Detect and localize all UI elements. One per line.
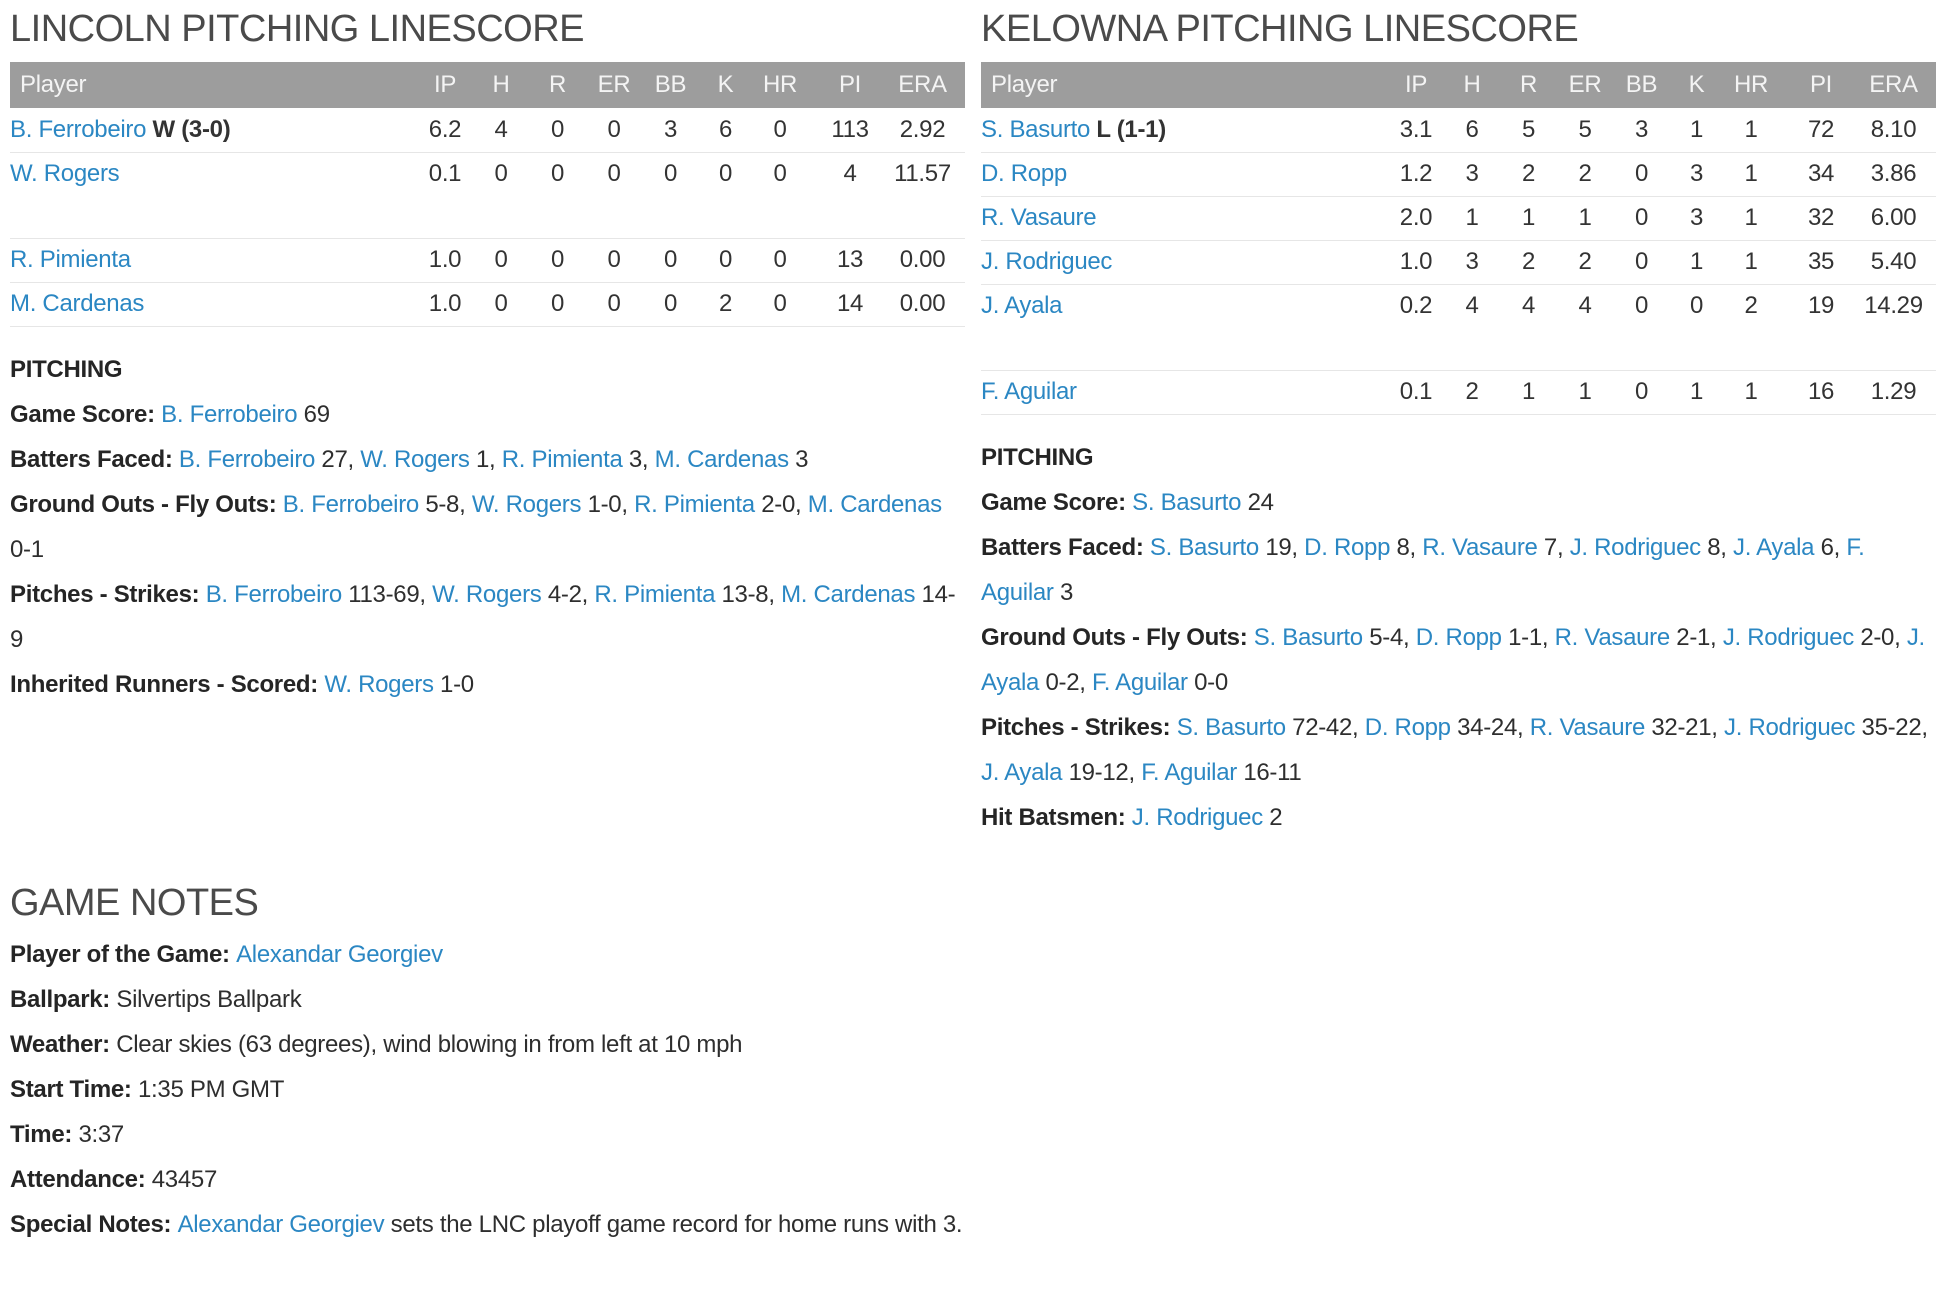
note-line (981, 525, 1936, 615)
stat-cell: 0 (473, 282, 529, 326)
player-link[interactable]: J. Rodriguec (1131, 803, 1263, 831)
pitcher-decision: L (1-1) (1090, 115, 1166, 143)
note-text: 1-1, (1501, 623, 1555, 651)
player-link[interactable]: R. Pimienta (634, 490, 755, 518)
empty-cell (981, 328, 1936, 370)
note-text: 3 (788, 445, 809, 473)
note-text: 13-8, (715, 580, 782, 608)
stat-cell: 8.10 (1863, 108, 1936, 152)
pitching-notes-heading: PITCHING (981, 443, 1094, 471)
note-text: 43457 (151, 1165, 217, 1193)
pitcher-row (10, 238, 965, 282)
player-link[interactable]: S. Basurto (1132, 488, 1242, 516)
stat-cell: 0 (586, 282, 642, 326)
stat-cell: 1.2 (1388, 152, 1444, 196)
note-label: Game Score: (981, 488, 1133, 516)
game-notes-list (10, 932, 1936, 1247)
game-notes-title: GAME NOTES (10, 881, 259, 924)
linescore-columns (10, 6, 1936, 840)
note-label: Start Time: (10, 1075, 138, 1103)
stat-cell: 0 (1689, 292, 1704, 320)
player-link[interactable]: S. Basurto (981, 115, 1091, 143)
player-link[interactable]: R. Pimienta (10, 246, 131, 273)
column-header-r: R (1500, 62, 1557, 108)
player-link[interactable]: D. Ropp (1415, 623, 1502, 651)
player-link[interactable]: B. Ferrobeiro (10, 115, 147, 143)
note-label: Weather: (10, 1030, 117, 1058)
note-text: 19, (1258, 533, 1305, 561)
column-header-pi: PI (808, 62, 892, 108)
stat-cell: 35 (1779, 240, 1863, 284)
note-label: Ground Outs - Fly Outs: (10, 490, 283, 518)
note-label: Batters Faced: (10, 445, 179, 473)
note-text: 19-12, (1062, 758, 1142, 786)
player-link[interactable]: W. Rogers (432, 580, 542, 608)
stat-cell: 0 (773, 160, 787, 188)
player-link[interactable]: M. Cardenas (781, 580, 916, 608)
player-link[interactable]: R. Vasaure (1529, 713, 1646, 741)
note-text: 5-4, (1362, 623, 1416, 651)
stat-cell: 2 (1557, 240, 1613, 284)
stat-cell: 3.86 (1863, 152, 1936, 196)
stat-cell: 1 (1723, 196, 1779, 240)
stat-cell: 0 (1613, 240, 1670, 284)
player-link[interactable]: Alexandar Georgiev (177, 1210, 385, 1238)
stat-cell: 0 (752, 282, 808, 326)
empty-cell (10, 196, 965, 238)
table-header-row (10, 62, 965, 108)
column-header-h: H (1444, 62, 1500, 108)
stat-cell: 0.00 (892, 238, 965, 282)
stat-cell: 4 (843, 160, 857, 188)
stat-cell: 2.0 (1388, 196, 1444, 240)
stat-cell: 13 (808, 238, 892, 282)
player-link[interactable]: R. Vasaure (1422, 533, 1538, 561)
note-text: Silvertips Ballpark (116, 985, 302, 1013)
player-link[interactable]: J. Ayala (981, 623, 1925, 696)
note-text: 3:37 (78, 1120, 124, 1148)
stat-cell: 1 (1670, 108, 1723, 152)
note-label: Player of the Game: (10, 940, 237, 968)
section-title: KELOWNA PITCHING LINESCORE (981, 8, 1579, 50)
table-body (981, 108, 1936, 414)
note-text: 6, (1814, 533, 1847, 561)
column-header-bb: BB (1613, 62, 1670, 108)
note-text: 3, (622, 445, 655, 473)
note-line (10, 437, 965, 482)
note-text: 1-0, (581, 490, 635, 518)
stat-cell: 6.2 (417, 108, 473, 152)
pitcher-row (981, 108, 1936, 152)
player-link[interactable]: M. Cardenas (807, 490, 942, 518)
section-title: LINCOLN PITCHING LINESCORE (10, 8, 584, 50)
note-text: 34-24, (1450, 713, 1530, 741)
note-label: Batters Faced: (981, 533, 1150, 561)
table-body (10, 108, 965, 326)
stat-cell: 0 (663, 160, 678, 188)
player-link[interactable]: J. Ayala (981, 758, 1063, 786)
stat-cell: 0 (718, 160, 733, 188)
column-header-r: R (529, 62, 586, 108)
note-label: Pitches - Strikes: (10, 580, 206, 608)
stat-cell: 2 (1500, 240, 1557, 284)
stat-cell: 6 (1444, 108, 1500, 152)
player-cell (10, 152, 417, 196)
column-header-era: ERA (892, 62, 965, 108)
note-text: sets the LNC playoff game record for home runs with 3. (384, 1210, 963, 1238)
stat-cell: 3 (1670, 152, 1723, 196)
note-line (10, 482, 965, 572)
stat-cell: 0 (1613, 196, 1670, 240)
stat-cell: 6 (699, 108, 752, 152)
stat-cell: 5 (1557, 108, 1613, 152)
column-header-h: H (473, 62, 529, 108)
column-header-player: Player (981, 62, 1388, 108)
stat-cell: 3 (642, 108, 699, 152)
stat-cell: 0 (550, 160, 565, 188)
table-header-row (981, 62, 1936, 108)
player-cell (981, 370, 1388, 414)
note-label: Special Notes: (10, 1210, 178, 1238)
stat-cell: 32 (1779, 196, 1863, 240)
stat-cell: 0 (586, 108, 642, 152)
stat-cell: 0 (642, 238, 699, 282)
column-header-er: ER (1557, 62, 1613, 108)
stat-cell: 1 (1500, 370, 1557, 414)
stat-cell: 0 (642, 282, 699, 326)
note-text: 24 (1241, 488, 1274, 516)
stat-cell: 1 (1500, 196, 1557, 240)
note-text: 14-9 (10, 580, 956, 653)
table-header (981, 62, 1936, 108)
column-header-hr: HR (752, 62, 808, 108)
pitcher-row (981, 284, 1936, 328)
stat-cell: 113 (808, 108, 892, 152)
pitching-notes-list (10, 392, 965, 707)
stat-cell: 1.0 (417, 282, 473, 326)
player-link[interactable]: W. Rogers (471, 490, 582, 518)
stat-cell: 0.00 (892, 282, 965, 326)
note-text: 1:35 PM GMT (138, 1075, 285, 1103)
player-cell (10, 108, 417, 152)
column-header-er: ER (586, 62, 642, 108)
player-link[interactable]: W. Rogers (10, 160, 120, 188)
note-text: 4-2, (541, 580, 595, 608)
stat-cell: 4 (1465, 292, 1479, 320)
player-link[interactable]: B. Ferrobeiro (178, 445, 316, 473)
note-label: Game Score: (10, 400, 162, 428)
stat-cell: 3.1 (1388, 108, 1444, 152)
player-cell (981, 240, 1388, 284)
column-header-bb: BB (642, 62, 699, 108)
note-label: Ballpark: (10, 985, 117, 1013)
stat-cell: 4 (1578, 292, 1592, 320)
player-cell (981, 152, 1388, 196)
player-link[interactable]: F. Aguilar (1141, 758, 1237, 786)
player-link[interactable]: R. Pimienta (594, 580, 716, 608)
stat-cell: 0 (1613, 370, 1670, 414)
player-link[interactable]: J. Ayala (1733, 533, 1815, 561)
note-label: Hit Batsmen: (981, 803, 1132, 831)
note-label: Attendance: (10, 1165, 152, 1193)
pitcher-row (981, 370, 1936, 414)
stat-cell: 14 (808, 282, 892, 326)
note-text: 69 (297, 400, 330, 428)
stat-cell: 19 (1807, 292, 1835, 320)
player-link[interactable]: R. Vasaure (981, 204, 1097, 231)
note-text: 1-0 (433, 670, 474, 698)
column-header-k: K (699, 62, 752, 108)
note-text: 2-0, (754, 490, 808, 518)
note-text: 2-0, (1853, 623, 1907, 651)
stat-cell: 0 (529, 238, 586, 282)
stat-cell: 1.0 (1388, 240, 1444, 284)
note-text: 32-21, (1645, 713, 1725, 741)
stat-cell: 2 (1444, 370, 1500, 414)
stat-cell: 0 (494, 160, 508, 188)
stat-cell: 0 (752, 238, 808, 282)
player-link[interactable]: F. Aguilar (981, 533, 1865, 606)
note-line (10, 1022, 1936, 1067)
column-header-player: Player (10, 62, 417, 108)
stat-cell: 1 (1670, 240, 1723, 284)
note-text: 113-69, (341, 580, 433, 608)
stat-cell: 5 (1500, 108, 1557, 152)
pitching-table (981, 62, 1936, 415)
player-link[interactable]: M. Cardenas (654, 445, 789, 473)
column-header-hr: HR (1723, 62, 1779, 108)
note-text: 72-42, (1285, 713, 1365, 741)
stat-cell: 1.0 (417, 238, 473, 282)
player-link[interactable]: J. Rodriguec (1569, 533, 1701, 561)
player-cell (10, 238, 417, 282)
stat-cell: 3 (1444, 152, 1500, 196)
note-line (981, 480, 1936, 525)
pitcher-row (10, 282, 965, 326)
stat-cell: 0 (529, 282, 586, 326)
empty-row (10, 196, 965, 238)
note-label: Ground Outs - Fly Outs: (981, 623, 1254, 651)
stat-cell: 1.29 (1863, 370, 1936, 414)
player-link[interactable]: J. Rodriguec (1724, 713, 1856, 741)
player-link[interactable]: Alexandar Georgiev (236, 940, 443, 968)
column-header-ip: IP (417, 62, 473, 108)
note-line (10, 572, 965, 662)
note-text: 16-11 (1236, 758, 1302, 786)
note-label: Pitches - Strikes: (981, 713, 1177, 741)
stat-cell: 0 (699, 238, 752, 282)
note-text: 8, (1700, 533, 1734, 561)
stat-cell: 1 (1723, 152, 1779, 196)
player-link[interactable]: J. Rodriguec (981, 248, 1113, 275)
pitching-notes (10, 347, 965, 707)
note-text: 2-1, (1669, 623, 1723, 651)
lincoln-pitching-linescore-section (10, 6, 965, 707)
pitching-notes-heading: PITCHING (10, 355, 123, 383)
pitcher-row (10, 108, 965, 152)
player-cell (981, 284, 1388, 328)
stat-cell: 0.1 (1388, 370, 1444, 414)
stat-cell: 2 (1500, 152, 1557, 196)
player-link[interactable]: B. Ferrobeiro (205, 580, 342, 608)
pitching-notes (981, 435, 1936, 840)
note-line (10, 932, 1936, 977)
pitcher-row (981, 240, 1936, 284)
note-text: 0-0 (1187, 668, 1228, 696)
note-line (10, 1157, 1936, 1202)
stat-cell: 1 (1670, 370, 1723, 414)
player-link[interactable]: D. Ropp (1304, 533, 1391, 561)
player-link[interactable]: M. Cardenas (10, 290, 145, 317)
column-header-pi: PI (1779, 62, 1863, 108)
note-label: Inherited Runners - Scored: (10, 670, 325, 698)
note-line (981, 705, 1936, 795)
stat-cell: 34 (1779, 152, 1863, 196)
kelowna-pitching-linescore-section (981, 6, 1936, 840)
column-header-ip: IP (1388, 62, 1444, 108)
player-cell (981, 196, 1388, 240)
player-link[interactable]: F. Aguilar (1092, 668, 1188, 696)
player-link[interactable]: S. Basurto (1149, 533, 1259, 561)
stat-cell: 4 (473, 108, 529, 152)
player-link[interactable]: J. Ayala (981, 292, 1063, 320)
player-cell (10, 282, 417, 326)
stat-cell: 0 (529, 108, 586, 152)
stat-cell: 16 (1779, 370, 1863, 414)
note-line (10, 392, 965, 437)
note-text: 2 (1262, 803, 1283, 831)
player-link[interactable]: S. Basurto (1176, 713, 1286, 741)
note-line (10, 1112, 1936, 1157)
player-link[interactable]: F. Aguilar (981, 378, 1077, 405)
stat-cell: 3 (1444, 240, 1500, 284)
stat-cell: 72 (1779, 108, 1863, 152)
player-link[interactable]: D. Ropp (1364, 713, 1451, 741)
note-line (10, 1067, 1936, 1112)
note-text: 35-22, (1855, 713, 1928, 741)
pitcher-decision: W (3-0) (146, 115, 231, 143)
note-text: 1, (469, 445, 502, 473)
player-cell (981, 108, 1388, 152)
stat-cell: 1 (1557, 370, 1613, 414)
pitcher-row (981, 196, 1936, 240)
stat-cell: 0 (1634, 292, 1649, 320)
stat-cell: 2 (1744, 292, 1758, 320)
stat-cell: 2.92 (892, 108, 965, 152)
player-link[interactable]: R. Pimienta (501, 445, 623, 473)
note-line (10, 977, 1936, 1022)
stat-cell: 0 (1613, 152, 1670, 196)
player-link[interactable]: R. Vasaure (1554, 623, 1670, 651)
note-text: 7, (1537, 533, 1570, 561)
player-link[interactable]: J. Rodriguec (1722, 623, 1854, 651)
note-line (981, 615, 1936, 705)
stat-cell: 3 (1670, 196, 1723, 240)
note-text: 3 (1053, 578, 1074, 606)
pitching-table (10, 62, 965, 327)
player-link[interactable]: S. Basurto (1253, 623, 1363, 651)
game-notes-section (10, 880, 1936, 1247)
note-text: Clear skies (63 degrees), wind blowing in from left at 10 mph (116, 1030, 743, 1058)
note-line (10, 662, 965, 707)
stat-cell: 6.00 (1863, 196, 1936, 240)
pitcher-row (981, 152, 1936, 196)
player-link[interactable]: B. Ferrobeiro (282, 490, 419, 518)
note-line (10, 1202, 1936, 1247)
stat-cell: 0 (586, 238, 642, 282)
column-header-era: ERA (1863, 62, 1936, 108)
empty-row (981, 328, 1936, 370)
pitcher-row (10, 152, 965, 196)
player-link[interactable]: W. Rogers (360, 445, 470, 473)
stat-cell: 1 (1557, 196, 1613, 240)
stat-cell: 0 (752, 108, 808, 152)
note-label: Time: (10, 1120, 79, 1148)
note-text: 0-2, (1039, 668, 1093, 696)
stat-cell: 2 (1557, 152, 1613, 196)
note-text: 0-1 (10, 535, 44, 563)
player-link[interactable]: D. Ropp (981, 160, 1067, 187)
table-header (10, 62, 965, 108)
stat-cell: 0 (607, 160, 621, 188)
stat-cell: 0.1 (428, 160, 462, 188)
player-link[interactable]: B. Ferrobeiro (161, 400, 298, 428)
stat-cell: 2 (699, 282, 752, 326)
stat-cell: 1 (1444, 196, 1500, 240)
note-text: 5-8, (418, 490, 472, 518)
column-header-k: K (1670, 62, 1723, 108)
note-line (981, 795, 1936, 840)
stat-cell: 1 (1723, 370, 1779, 414)
stat-cell: 0.2 (1399, 292, 1433, 320)
stat-cell: 4 (1521, 292, 1536, 320)
pitching-notes-list (981, 480, 1936, 840)
stat-cell: 14.29 (1864, 292, 1923, 320)
stat-cell: 1 (1723, 108, 1779, 152)
stat-cell: 5.40 (1863, 240, 1936, 284)
stat-cell: 3 (1613, 108, 1670, 152)
player-link[interactable]: W. Rogers (324, 670, 434, 698)
stat-cell: 0 (473, 238, 529, 282)
stat-cell: 11.57 (894, 160, 951, 188)
note-text: 8, (1390, 533, 1423, 561)
stat-cell: 1 (1723, 240, 1779, 284)
note-text: 27, (315, 445, 361, 473)
